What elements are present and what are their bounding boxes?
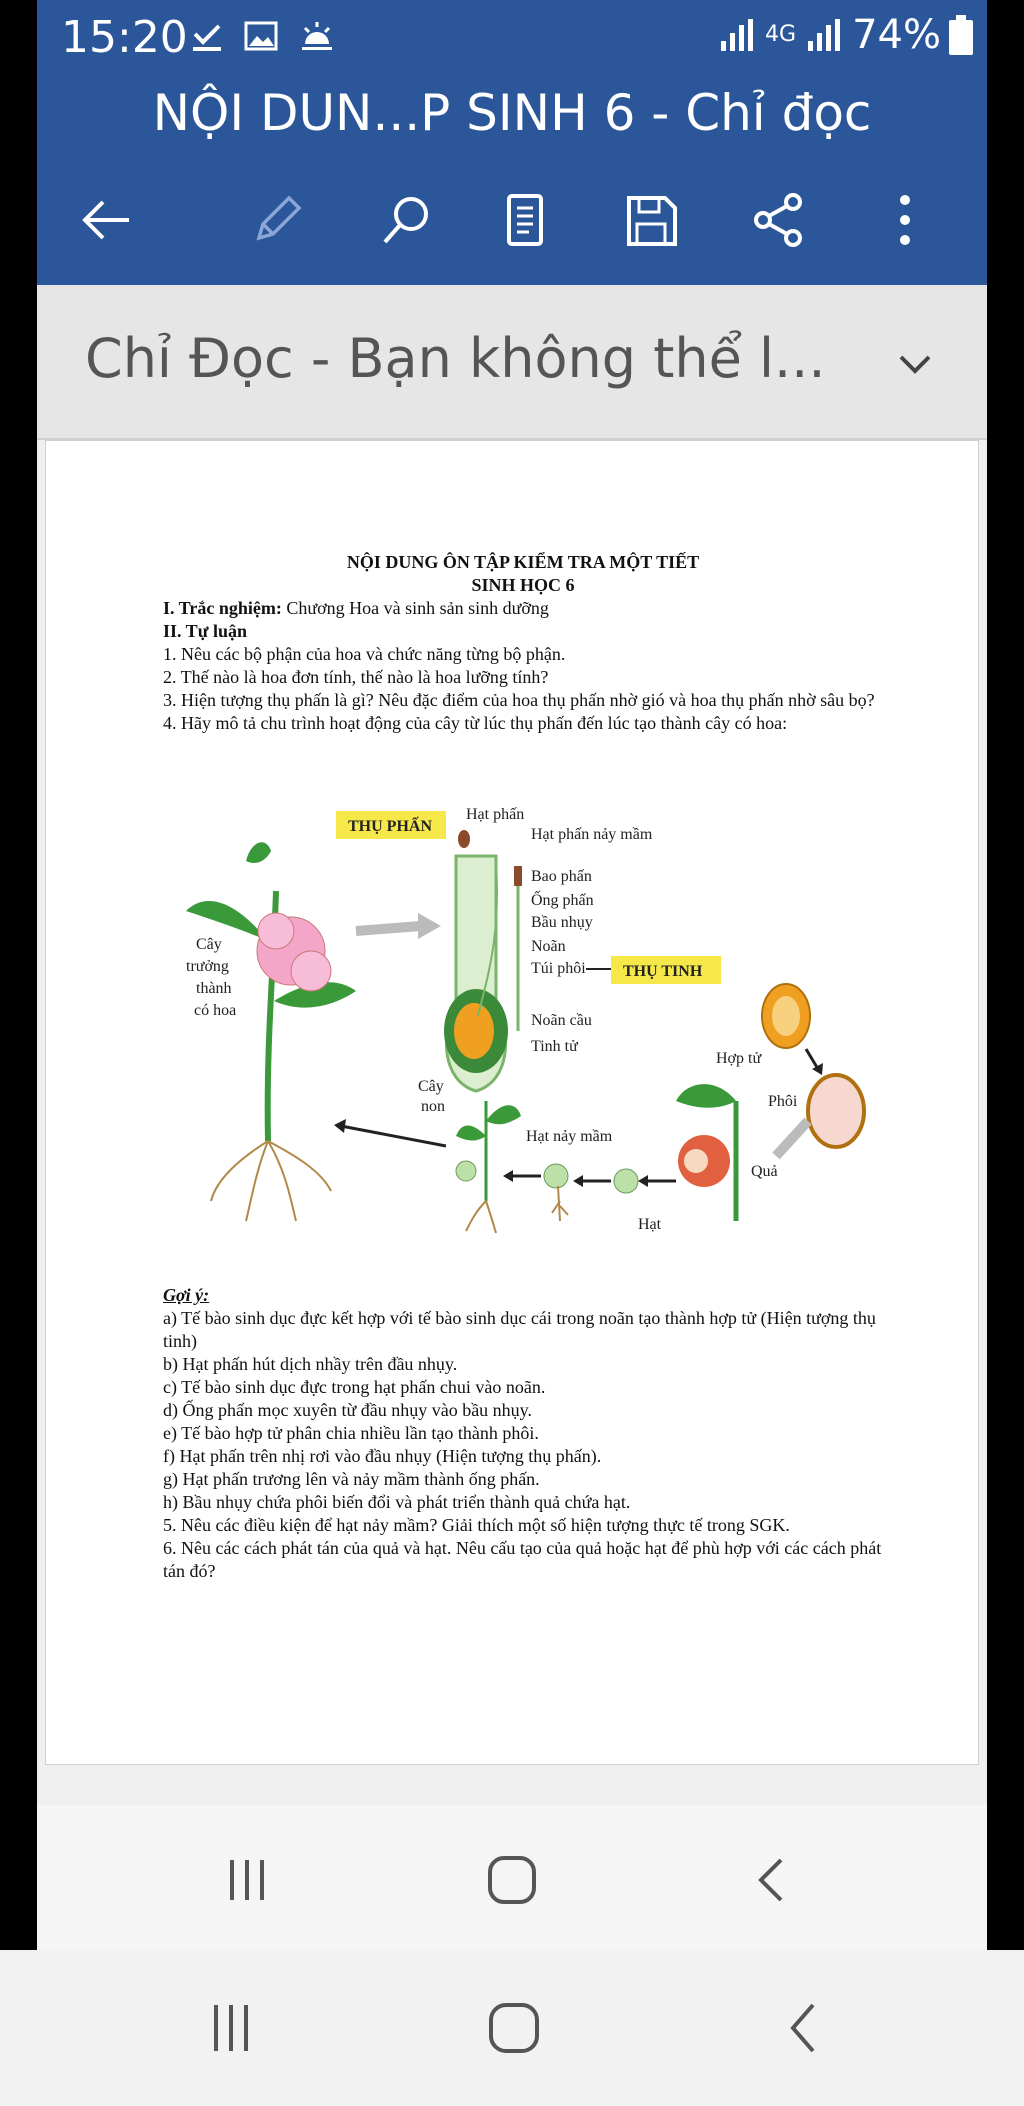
question-1: 1. Nêu các bộ phận của hoa và chức năng từng bộ phận. [163, 644, 566, 664]
back-nav-button[interactable] [737, 1845, 807, 1915]
hint-d: d) Ống phấn mọc xuyên từ đầu nhụy vào bầu nhụy. [163, 1400, 533, 1420]
home-button[interactable] [477, 1845, 547, 1915]
seed [614, 1169, 638, 1193]
chevron-down-icon[interactable] [893, 343, 937, 387]
phone-screen [37, 0, 987, 1950]
edit-pencil-icon [247, 190, 307, 250]
battery-level: 74% [852, 12, 941, 58]
label-cay-non-2: non [421, 1098, 445, 1115]
label-qua: Quả [751, 1163, 778, 1180]
part1 [163, 597, 883, 620]
home-button-outer[interactable] [478, 1992, 550, 2064]
back-button[interactable] [67, 180, 147, 260]
navigation-bar-outer [0, 1950, 1024, 2106]
image-icon [243, 18, 279, 54]
hint-a: a) Tế bào sinh dục đực kết hợp với tế bào sinh dục cái trong noãn tạo thành hợp tử (Hiện tượng thụ tinh) [163, 1308, 876, 1351]
signal-icon-2 [804, 17, 844, 53]
germinating-seed [544, 1164, 568, 1221]
hint-e: e) Tế bào hợp tử phân chia nhiều lần tạo thành phôi. [163, 1423, 539, 1443]
question-4: 4. Hãy mô tả chu trình hoạt động của cây từ lúc thụ phấn đến lúc tạo thành cây có hoa: [163, 713, 788, 733]
pistil-cross-section [444, 830, 522, 1091]
more-options-icon [875, 190, 935, 250]
seedling [456, 1101, 521, 1233]
status-bar [37, 0, 987, 70]
label-bao-phan: Bao phấn [531, 868, 592, 885]
label-cay-truong-thanh-3: thành [196, 980, 232, 997]
question-2: 2. Thế nào là hoa đơn tính, thế nào là hoa lưỡng tính? [163, 667, 549, 687]
more-options-button[interactable] [865, 180, 945, 260]
home-icon [486, 2000, 542, 2056]
download-done-icon [189, 18, 225, 54]
clock: 15:20 [61, 12, 188, 63]
back-icon [747, 1855, 797, 1905]
network-type: 4G [765, 22, 797, 47]
app-bar [37, 70, 987, 285]
doc-subtitle: SINH HỌC 6 [471, 575, 575, 595]
weather-icon [299, 18, 335, 54]
document-viewport[interactable] [37, 440, 987, 1805]
label-tui-phoi: Túi phôi [531, 960, 586, 977]
readonly-message: Chỉ Đọc - Bạn không thể l... [85, 327, 826, 390]
reading-view-button[interactable] [485, 180, 565, 260]
label-cay-truong-thanh-1: Cây [196, 936, 222, 953]
mature-flowering-plant [186, 842, 356, 1221]
label-hop-tu: Hợp tử [716, 1050, 762, 1067]
label-noan-cau: Noãn cầu [531, 1012, 592, 1029]
part1-text: Chương Hoa và sinh sản sinh dưỡng [281, 598, 549, 618]
recent-apps-button[interactable] [212, 1845, 282, 1915]
fruit [676, 1084, 736, 1221]
plant-life-cycle-diagram [156, 801, 916, 1271]
label-cay-non-1: Cây [418, 1078, 444, 1095]
readonly-banner[interactable] [37, 285, 987, 440]
home-icon [485, 1853, 539, 1907]
question-3: 3. Hiện tượng thụ phấn là gì? Nêu đặc điểm của hoa thụ phấn nhờ gió và hoa thụ phấn nhờ sâu bọ? [163, 690, 875, 710]
save-icon [621, 190, 681, 250]
hint-b: b) Hạt phấn hút dịch nhầy trên đầu nhụy. [163, 1354, 458, 1374]
share-button[interactable] [739, 180, 819, 260]
label-cay-truong-thanh-4: có hoa [194, 1002, 237, 1019]
hint-g: g) Hạt phấn trương lên và nảy mầm thành ống phấn. [163, 1469, 540, 1489]
label-hat-phan: Hạt phấn [466, 806, 525, 823]
edit-button[interactable] [237, 180, 317, 260]
label-hat: Hạt [638, 1216, 662, 1233]
document-header [163, 551, 883, 735]
search-button[interactable] [367, 180, 447, 260]
label-phoi: Phôi [768, 1093, 798, 1110]
back-arrow-icon [77, 190, 137, 250]
recent-apps-icon [222, 1855, 272, 1905]
hints-section [163, 1284, 883, 1583]
share-icon [749, 190, 809, 250]
part1-label: I. Trắc nghiệm: [163, 598, 282, 618]
back-nav-button-outer[interactable] [768, 1992, 840, 2064]
hint-f: f) Hạt phấn trên nhị rơi vào đầu nhụy (Hiện tượng thụ phấn). [163, 1446, 602, 1466]
question-5: 5. Nêu các điều kiện để hạt nảy mầm? Giải thích một số hiện tượng thực tế trong SGK. [163, 1515, 790, 1535]
label-noan: Noãn [531, 938, 566, 955]
embryo [808, 1075, 864, 1147]
label-hat-nay-mam: Hạt nảy mầm [526, 1128, 613, 1145]
fertilization-tag-text: THỤ TINH [623, 963, 703, 980]
navigation-bar-inner [37, 1805, 987, 1950]
recent-apps-icon [206, 2001, 256, 2055]
status-right [717, 12, 973, 58]
pollination-tag-text: THỤ PHẤN [348, 818, 432, 835]
label-cay-truong-thanh-2: trưởng [186, 958, 229, 975]
label-bau-nhuy: Bầu nhụy [531, 914, 593, 931]
doc-title: NỘI DUNG ÔN TẬP KIỂM TRA MỘT TIẾT [346, 552, 700, 572]
document-page [45, 440, 979, 1765]
label-hat-phan-nay-mam: Hạt phấn nảy mầm [531, 826, 653, 843]
search-icon [377, 190, 437, 250]
back-icon [779, 2001, 829, 2055]
hint-label: Gợi ý: [163, 1285, 210, 1305]
signal-icon [717, 17, 757, 53]
hint-h: h) Bầu nhụy chứa phôi biến đổi và phát triển thành quả chứa hạt. [163, 1492, 631, 1512]
question-6: 6. Nêu các cách phát tán của quả và hạt. Nêu cấu tạo của quả hoặc hạt để phù hợp với các cách phát tán đó? [163, 1538, 882, 1581]
hint-c: c) Tế bào sinh dục đực trong hạt phấn chui vào noãn. [163, 1377, 546, 1397]
document-title: NỘI DUN...P SINH 6 - Chỉ đọc [152, 84, 872, 142]
save-button[interactable] [611, 180, 691, 260]
reading-view-icon [495, 190, 555, 250]
recent-apps-button-outer[interactable] [195, 1992, 267, 2064]
battery-icon [949, 15, 973, 55]
label-tinh-tu: Tinh tử [531, 1038, 578, 1055]
label-ong-phan: Ống phấn [531, 892, 594, 909]
part2-label: II. Tự luận [163, 621, 248, 641]
